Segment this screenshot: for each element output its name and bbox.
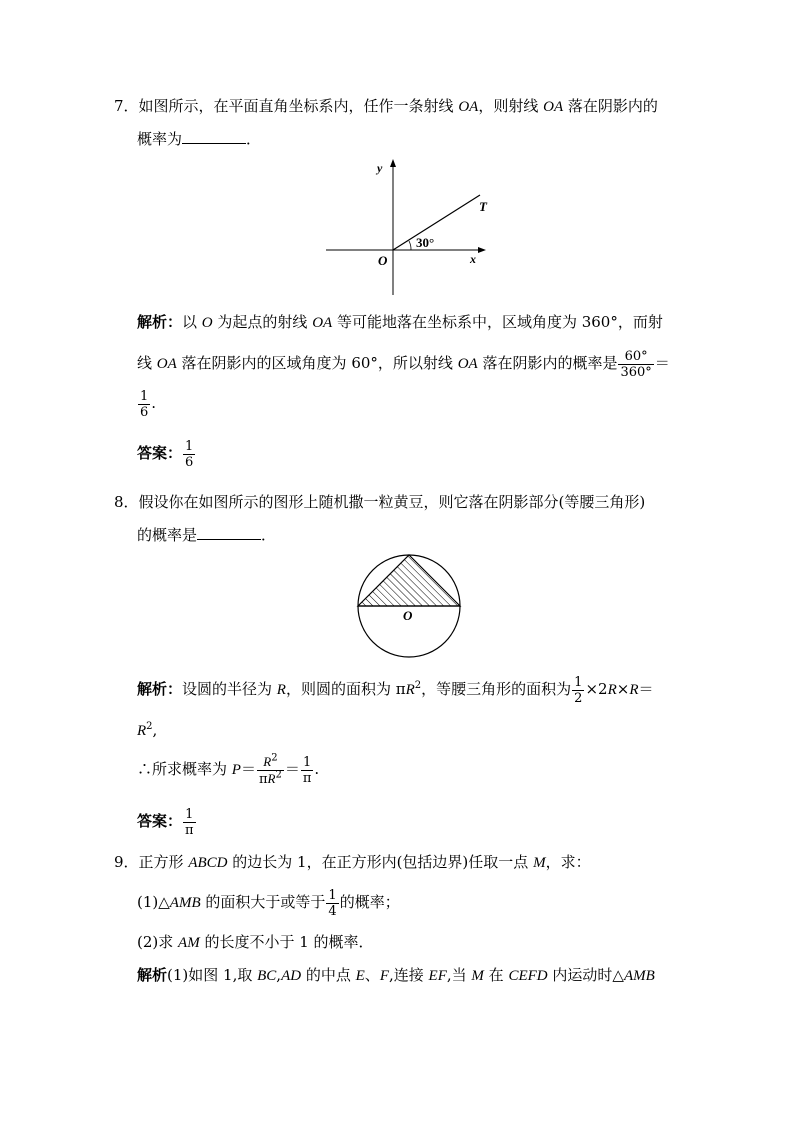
- q9-var: M: [533, 855, 546, 871]
- fraction-numerator: 1: [185, 438, 194, 454]
- q7-solution-line2: [137, 346, 670, 381]
- superscript: 2: [414, 680, 422, 691]
- solution-var: BC: [257, 968, 277, 984]
- solution-var: R: [263, 753, 272, 769]
- solution-var: OA: [156, 356, 177, 372]
- solution-var: E: [355, 968, 365, 984]
- q8-text: 的概率是: [137, 526, 198, 544]
- shaded-triangle: [358, 555, 460, 606]
- superscript: 2: [271, 752, 278, 764]
- q7-statement-line2: [137, 129, 261, 149]
- q9-text: 的长度不小于 1 的概率．: [199, 933, 374, 951]
- fraction-denominator: 6: [140, 404, 149, 420]
- solution-var: R: [276, 682, 286, 698]
- fraction-denominator: 360°: [620, 364, 652, 380]
- q7-text: 概率为: [137, 130, 183, 148]
- solution-text: 线: [137, 354, 157, 372]
- y-label: y: [377, 161, 383, 175]
- solution-text: ＝: [654, 354, 670, 372]
- q9-part1: [137, 885, 400, 920]
- fraction-numerator: 1: [328, 887, 337, 903]
- q9-part2: [137, 932, 374, 953]
- solution-label: 解析：: [137, 313, 183, 331]
- solution-text: 为起点的射线: [212, 313, 313, 331]
- q7-text: 如图所示，在平面直角坐标系内，任作一条射线: [138, 97, 459, 115]
- angle-arc: [409, 241, 411, 250]
- fraction-denominator: π: [302, 770, 312, 786]
- solution-var: R: [607, 682, 617, 698]
- solution-var: EF: [428, 968, 447, 984]
- answer-label: 答案：: [137, 444, 183, 462]
- solution-text: .: [151, 394, 157, 412]
- fraction: [183, 807, 196, 838]
- q9-text: 正方形: [138, 853, 189, 871]
- q9-text: (2)求: [137, 933, 179, 951]
- q7-oa: OA: [543, 99, 564, 115]
- solution-text: ，则圆的面积为 π: [285, 680, 406, 698]
- angle-label: 30°: [416, 235, 435, 250]
- solution-var: CEFD: [508, 968, 548, 984]
- solution-text: 、: [364, 966, 380, 984]
- q9-text: ，求：: [545, 853, 591, 871]
- answer-label: 答案：: [137, 812, 183, 830]
- t-label: T: [479, 199, 487, 214]
- superscript: 2: [146, 721, 153, 732]
- solution-var: F: [379, 968, 389, 984]
- fraction-denominator: 6: [185, 454, 194, 470]
- q8-answer: [137, 804, 197, 838]
- fraction-denominator: π: [185, 822, 194, 838]
- q8-number: 8．: [114, 493, 139, 511]
- fraction: [257, 754, 284, 787]
- fraction-numerator: 1: [301, 755, 314, 771]
- solution-var: R: [137, 723, 147, 739]
- y-axis-arrow: [390, 159, 396, 167]
- solution-text: 落在阴影内的区域角度为 60°，所以射线: [176, 354, 458, 372]
- q9-number: 9．: [114, 853, 139, 871]
- fraction-denominator: 2: [574, 690, 583, 706]
- q7-figure: [320, 155, 490, 300]
- solution-var: R: [629, 682, 639, 698]
- fraction: [301, 755, 314, 786]
- fraction-denominator: [257, 771, 284, 787]
- q8-text: ．: [261, 526, 277, 544]
- solution-text: ＝: [638, 680, 654, 698]
- q7-solution-line3: [137, 386, 156, 420]
- answer-blank: [197, 525, 261, 540]
- q9-text: (1)△: [137, 893, 170, 911]
- q7-solution-line1: [137, 312, 663, 333]
- q9-text: 的边长为 1，在正方形内(包括边界)任取一点: [227, 853, 534, 871]
- solution-text: ＝: [284, 760, 300, 778]
- solution-text: 在: [483, 966, 509, 984]
- q8-statement-line1: [114, 492, 645, 512]
- fraction: [618, 349, 653, 380]
- q7-text: ，则射线: [478, 97, 544, 115]
- solution-var: AD: [281, 968, 302, 984]
- fraction-numerator: 60°: [618, 349, 653, 365]
- q8-solution-line3: [137, 752, 319, 787]
- q8-solution-line2: [137, 720, 157, 741]
- center-label: O: [403, 608, 413, 623]
- solution-var: OA: [312, 315, 333, 331]
- solution-text: ∴所求概率为: [137, 760, 232, 778]
- solution-var: AMB: [623, 968, 655, 984]
- origin-label: O: [378, 253, 388, 268]
- solution-text: 落在阴影内的概率是: [477, 354, 618, 372]
- fraction-numerator: 1: [140, 388, 149, 404]
- q9-text: 的面积大于或等于: [200, 893, 326, 911]
- solution-text: ,: [152, 721, 158, 739]
- solution-text: .: [314, 760, 320, 778]
- q8-solution-line1: [137, 672, 654, 707]
- x-label: x: [470, 252, 476, 266]
- superscript: 2: [275, 769, 282, 781]
- q9-solution-line1: [137, 965, 655, 986]
- fraction-numerator: 1: [574, 674, 583, 690]
- q9-var: AM: [178, 935, 200, 951]
- solution-var: P: [231, 762, 241, 778]
- solution-label: 解析：: [137, 680, 183, 698]
- q7-text: ．: [246, 130, 262, 148]
- solution-text: ,: [276, 966, 282, 984]
- solution-text: ×2: [585, 680, 608, 698]
- q8-statement-line2: [137, 525, 276, 545]
- fraction-numerator: [257, 754, 284, 771]
- solution-text: 的中点: [301, 966, 356, 984]
- solution-text: ,连接: [388, 966, 429, 984]
- q8-figure: [355, 553, 465, 663]
- solution-text: (1)如图 1,取: [167, 966, 258, 984]
- ray-ot: [393, 195, 480, 250]
- solution-text: ,当: [446, 966, 472, 984]
- solution-text: ×: [616, 680, 630, 698]
- q9-var: AMB: [169, 895, 201, 911]
- q7-oa: OA: [458, 99, 479, 115]
- fraction: [183, 439, 195, 470]
- q7-answer: [137, 436, 196, 470]
- solution-text: 设圆的半径为: [182, 680, 277, 698]
- x-axis-arrow: [478, 247, 486, 253]
- solution-text: ，等腰三角形的面积为: [421, 680, 572, 698]
- q9-statement-line1: [114, 852, 591, 873]
- q7-text: 落在阴影内的: [563, 97, 658, 115]
- q9-text: 的概率；: [339, 893, 400, 911]
- solution-text: 内运动时△: [547, 966, 624, 984]
- solution-text: 等可能地落在坐标系中，区域角度为 360°，而射: [332, 313, 663, 331]
- answer-blank: [182, 129, 246, 144]
- solution-text: ＝: [240, 760, 256, 778]
- fraction: [138, 389, 150, 420]
- solution-label: 解析: [137, 966, 168, 984]
- solution-var: R: [405, 682, 415, 698]
- fraction: [572, 675, 584, 706]
- q7-statement-line1: [114, 96, 658, 117]
- solution-var: R: [267, 770, 276, 786]
- solution-text: π: [258, 771, 268, 787]
- solution-text: 以: [182, 313, 202, 331]
- solution-var: M: [471, 968, 484, 984]
- solution-var: OA: [457, 356, 478, 372]
- q7-number: 7．: [114, 97, 139, 115]
- q9-var: ABCD: [188, 855, 228, 871]
- q8-text: 假设你在如图所示的图形上随机撒一粒黄豆，则它落在阴影部分(等腰三角形): [138, 493, 646, 511]
- fraction-numerator: 1: [183, 807, 196, 823]
- solution-var: O: [201, 315, 213, 331]
- fraction-denominator: 4: [328, 903, 337, 919]
- fraction: [326, 888, 338, 919]
